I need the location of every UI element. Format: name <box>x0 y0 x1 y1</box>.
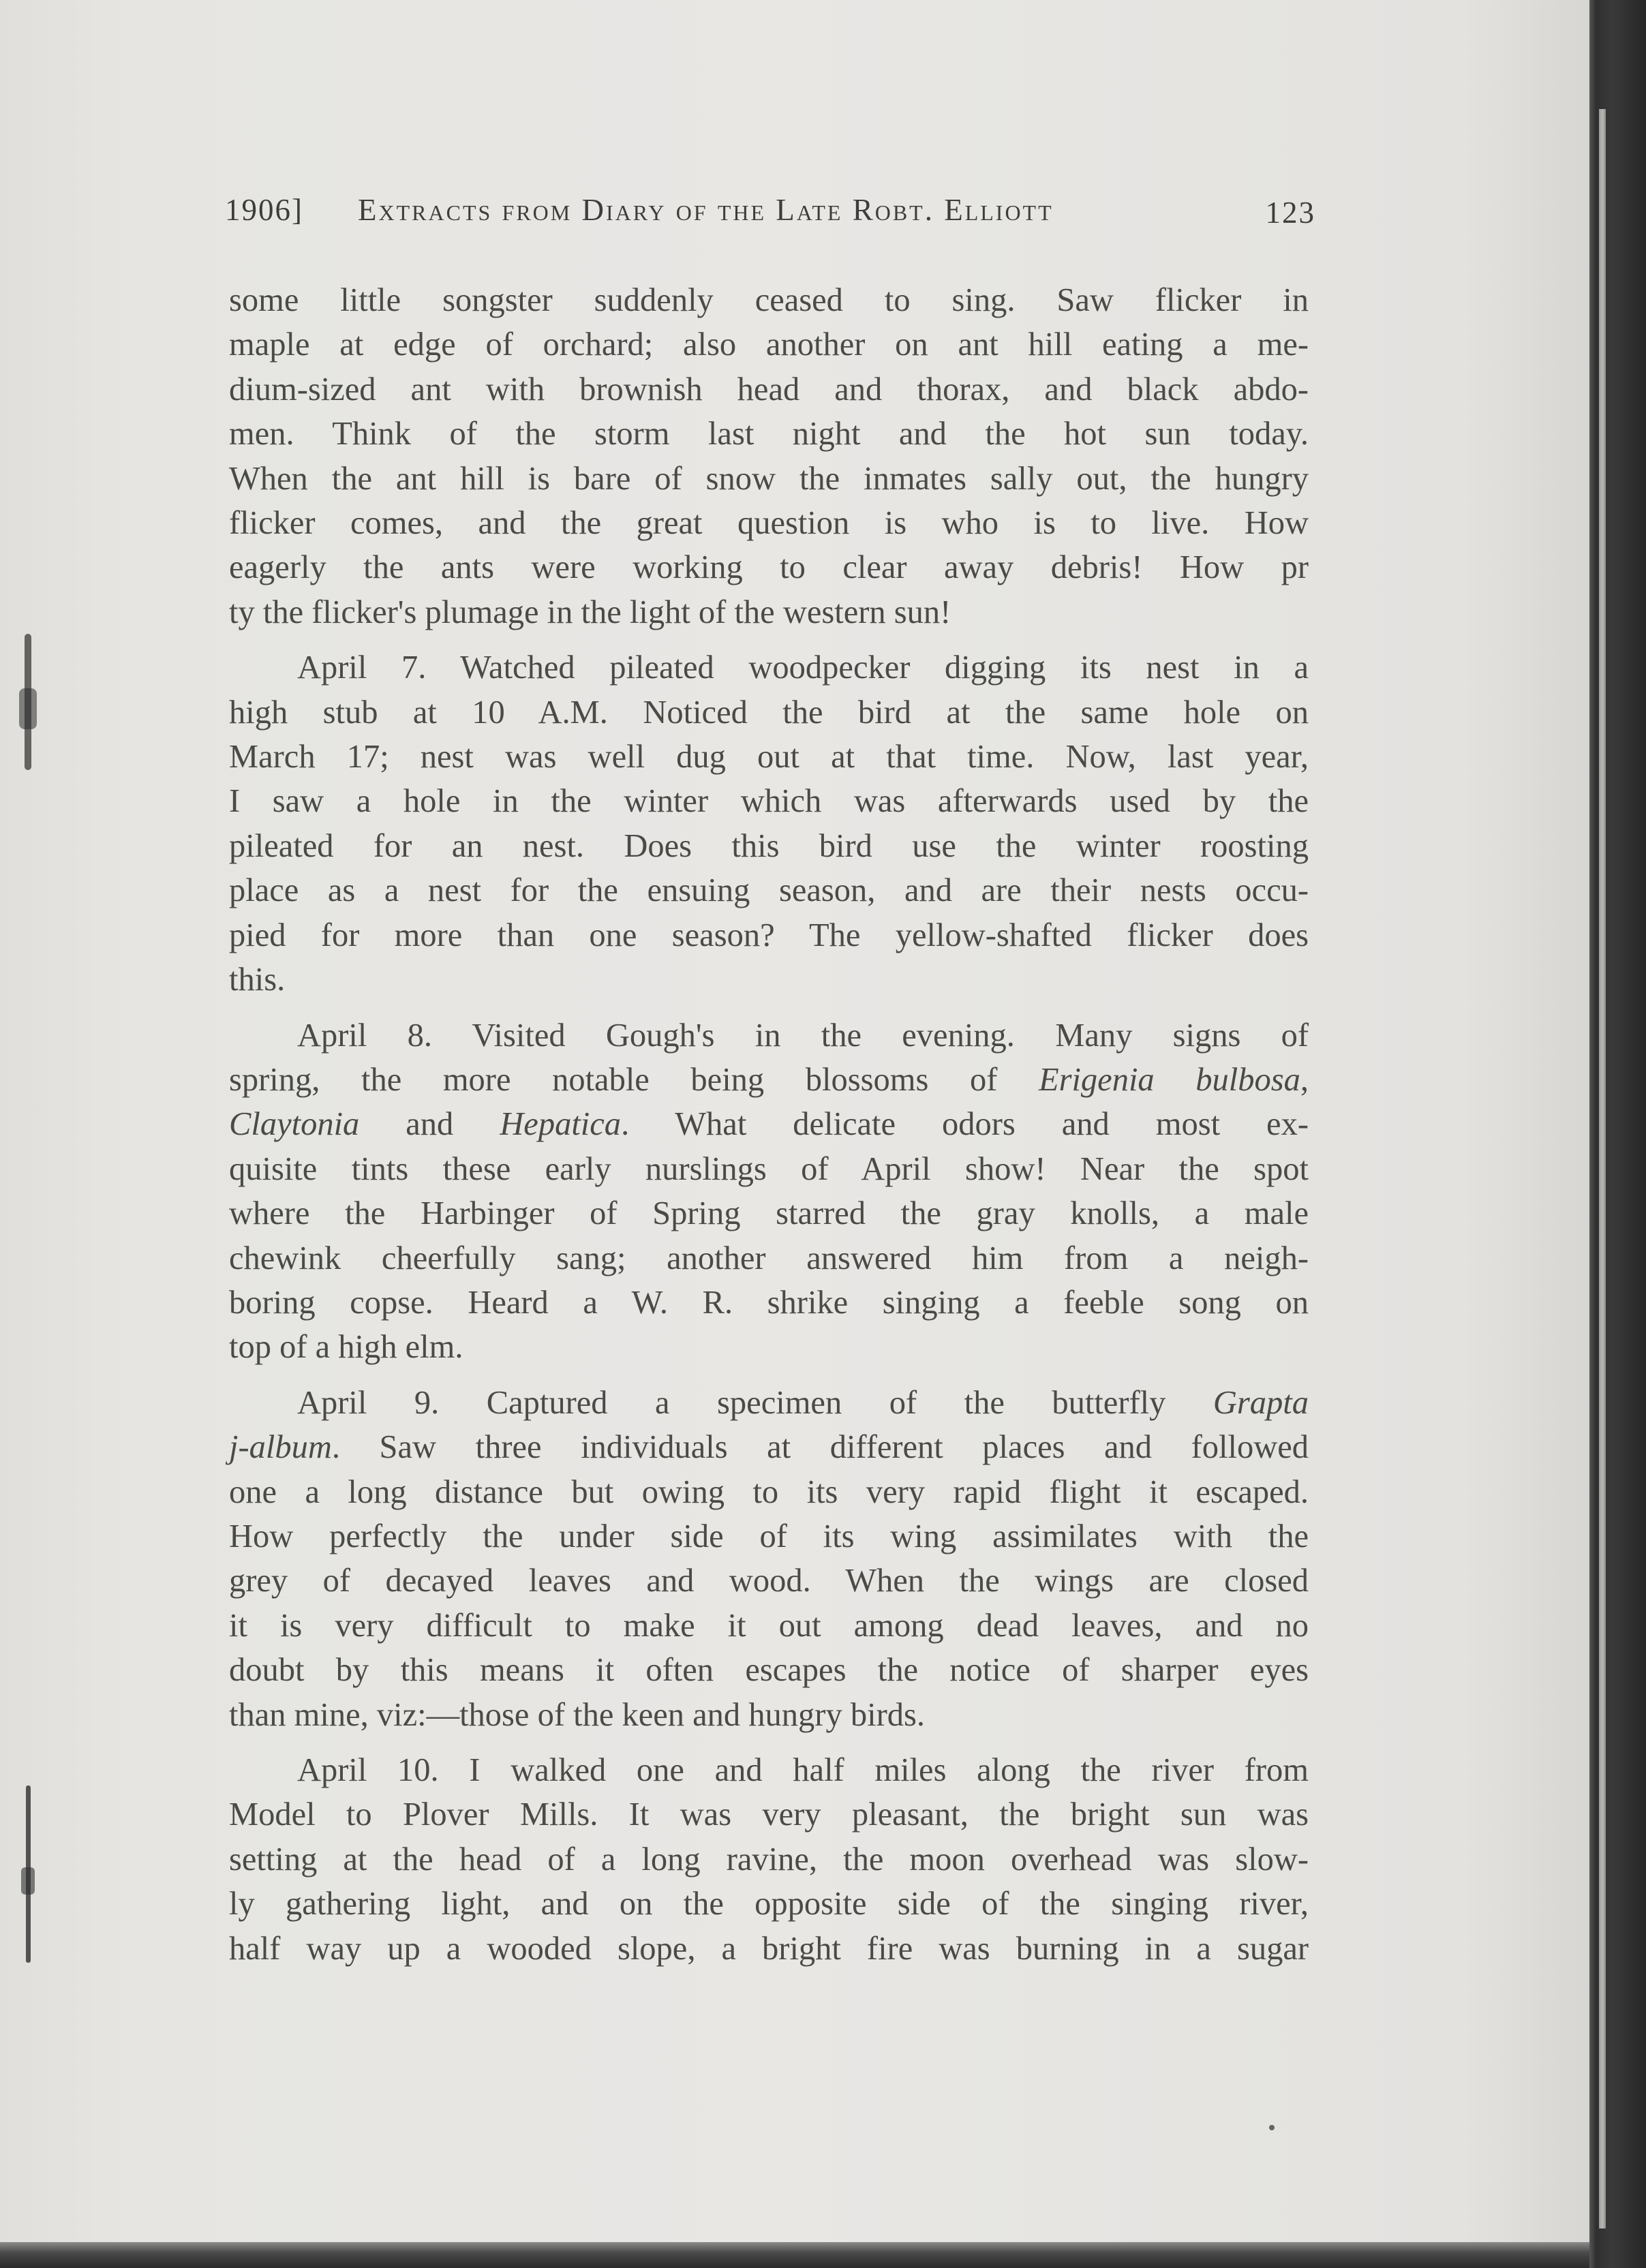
text-line: ty the flicker's plumage in the light of the western sun! <box>229 594 951 630</box>
bottom-shadow <box>0 2242 1589 2268</box>
text-line: April 10. I walked one and half miles along the river from <box>297 1752 1309 1788</box>
text-line: maple at edge of orchard; also another on ant hill eating a me- <box>229 326 1309 363</box>
text-line: March 17; nest was well dug out at that time. Now, last year, <box>229 739 1309 776</box>
text-line: it is very difficult to make it out among dead leaves, and no <box>229 1607 1309 1644</box>
margin-smudge <box>21 1867 35 1895</box>
text-line: How perfectly the under side of its wing assimilates with the <box>229 1518 1309 1554</box>
text-line: I saw a hole in the winter which was afterwards used by the <box>229 783 1309 820</box>
text-line: doubt by this means it often escapes the notice of sharper eyes <box>229 1652 1309 1689</box>
text-line: ly gathering light, and on the opposite side of the singing river, <box>229 1886 1309 1922</box>
text-line: where the Harbinger of Spring starred the gray knolls, a male <box>229 1195 1309 1232</box>
text-line: grey of decayed leaves and wood. When the wings are closed <box>229 1563 1309 1599</box>
text-line: j-album. Saw three individuals at different places and followed <box>229 1429 1309 1466</box>
paragraph-april8 <box>229 1013 1309 1370</box>
text-line: spring, the more notable being blossoms of Erigenia bulbosa, <box>229 1061 1309 1098</box>
running-head <box>225 192 1315 233</box>
paragraph-april10 <box>229 1748 1309 1971</box>
page-number: 123 <box>1265 196 1315 230</box>
text-line: men. Think of the storm last night and the hot sun today. <box>229 416 1309 453</box>
text-line: some little songster suddenly ceased to sing. Saw flicker in <box>229 282 1309 318</box>
text-line: setting at the head of a long ravine, the moon overhead was slow- <box>229 1841 1309 1878</box>
text-line: this. <box>229 962 286 998</box>
text-line: top of a high elm. <box>229 1329 463 1366</box>
text-line: high stub at 10 A.M. Noticed the bird at the same hole on <box>229 694 1309 731</box>
text-line: dium-sized ant with brownish head and thorax, and black abdo- <box>229 371 1309 408</box>
text-line: eagerly the ants were working to clear away debris! How pr <box>229 549 1309 586</box>
diary-text <box>229 278 1309 1971</box>
text-line: chewink cheerfully sang; another answered him from a neigh- <box>229 1240 1309 1276</box>
text-line: half way up a wooded slope, a bright fire was burning in a sugar <box>229 1930 1309 1967</box>
margin-smudge <box>19 688 37 729</box>
text-line: one a long distance but owing to its very rapid flight it escaped. <box>229 1473 1309 1510</box>
paragraph-april7 <box>229 645 1309 1002</box>
text-line: pileated for an nest. Does this bird use the winter roosting <box>229 827 1309 864</box>
text-line: flicker comes, and the great question is who is to live. How <box>229 505 1309 542</box>
text-line: quisite tints these early nurslings of April show! Near the spot <box>229 1150 1309 1187</box>
text-line: than mine, viz:—those of the keen and hungry birds. <box>229 1696 925 1733</box>
header-year: 1906] <box>225 193 303 227</box>
text-line: When the ant hill is bare of snow the inmates sally out, the hungry <box>229 460 1309 497</box>
text-line: April 7. Watched pileated woodpecker digging its nest in a <box>297 649 1309 686</box>
paragraph-april9 <box>229 1381 1309 1737</box>
text-line: Claytonia and Hepatica. What delicate odors and most ex- <box>229 1106 1309 1143</box>
page-speck <box>1269 2125 1275 2130</box>
page-edge <box>1599 109 1606 2228</box>
text-line: April 8. Visited Gough's in the evening. Many signs of <box>297 1017 1309 1054</box>
header-title: Extracts from Diary of the Late Robt. Elliott <box>358 193 1054 227</box>
book-spine-shadow <box>1589 0 1646 2268</box>
text-line: Model to Plover Mills. It was very pleasant, the bright sun was <box>229 1796 1309 1833</box>
text-line: April 9. Captured a specimen of the butterfly Grapta <box>297 1384 1309 1421</box>
text-line: pied for more than one season? The yellow-shafted flicker does <box>229 917 1309 953</box>
text-line: place as a nest for the ensuing season, and are their nests occu- <box>229 872 1309 909</box>
text-line: boring copse. Heard a W. R. shrike singing a feeble song on <box>229 1284 1309 1321</box>
paragraph-cont <box>229 278 1309 634</box>
